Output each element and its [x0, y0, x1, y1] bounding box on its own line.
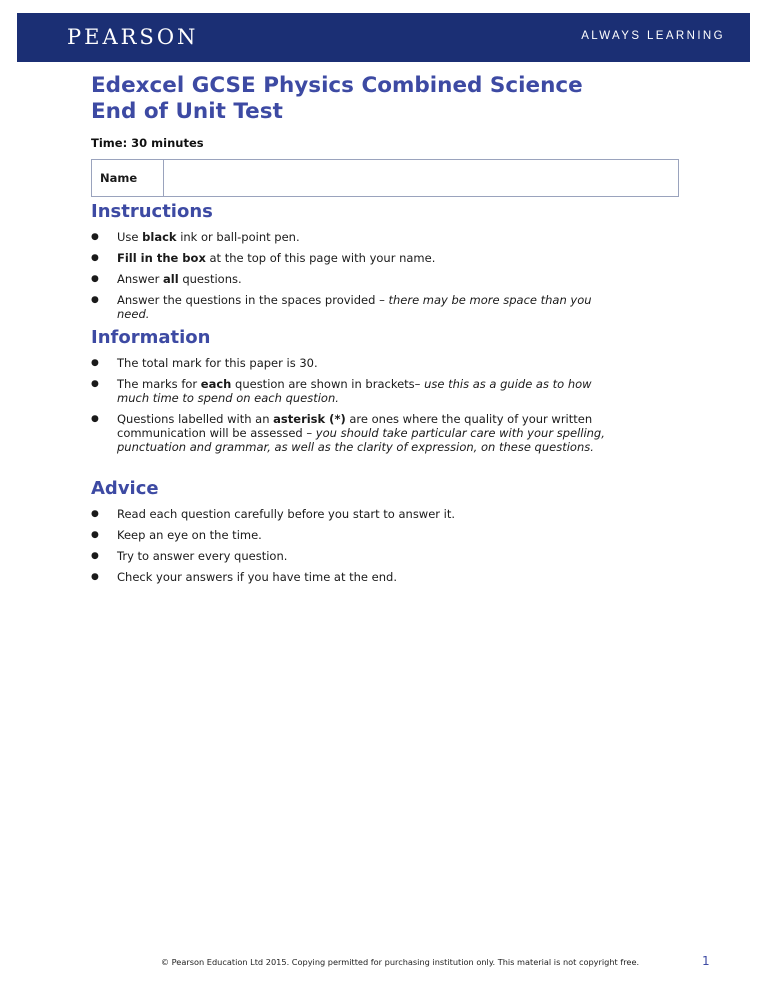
list-item: ● Answer all questions. [91, 272, 242, 286]
pearson-logo: PEARSON [67, 25, 199, 49]
list-item: ● Read each question carefully before you start to answer it. [91, 507, 456, 521]
advice-list [91, 507, 617, 584]
list-item: ● Use black ink or ball-point pen. [91, 230, 300, 244]
list-item: ● Answer the questions in the spaces provided – there may be more space than you need. [91, 293, 592, 321]
bullet-icon: ● [91, 358, 99, 368]
list-item: ● Keep an eye on the time. [91, 528, 262, 542]
page-number: 1 [702, 954, 710, 968]
information-section [91, 327, 617, 461]
title-line-1: Edexcel GCSE Physics Combined Science [91, 73, 583, 98]
list-item: ● Check your answers if you have time at the end. [91, 570, 397, 584]
bullet-icon: ● [91, 572, 99, 582]
bullet-icon: ● [91, 274, 99, 284]
instructions-section [91, 201, 617, 328]
bullet-icon: ● [91, 414, 99, 424]
name-field[interactable] [164, 160, 678, 196]
list-item: ● Try to answer every question. [91, 549, 288, 563]
name-box [91, 159, 679, 197]
list-item: ● Questions labelled with an asterisk (*) are ones where the quality of your written communication will be assessed – you should take particular care with your spelling, punctuation and grammar, as well as the clarity of expression, on these questions. [91, 412, 605, 454]
advice-heading: Advice [91, 478, 159, 499]
bullet-icon: ● [91, 379, 99, 389]
title-line-2: End of Unit Test [91, 99, 283, 124]
information-heading: Information [91, 327, 211, 348]
list-item: ● The total mark for this paper is 30. [91, 356, 318, 370]
bullet-icon: ● [91, 295, 99, 305]
list-item: ● Fill in the box at the top of this page with your name. [91, 251, 436, 265]
information-list [91, 356, 617, 454]
instructions-list [91, 230, 617, 321]
bullet-icon: ● [91, 530, 99, 540]
document-title [91, 73, 691, 125]
advice-section [91, 478, 617, 591]
time-allowed: Time: 30 minutes [91, 136, 204, 150]
bullet-icon: ● [91, 551, 99, 561]
footer-copyright: © Pearson Education Ltd 2015. Copying permitted for purchasing institution only. This material is not copyright free. [160, 957, 640, 967]
bullet-icon: ● [91, 253, 99, 263]
instructions-heading: Instructions [91, 201, 213, 222]
tagline: ALWAYS LEARNING [581, 30, 725, 42]
bullet-icon: ● [91, 509, 99, 519]
bullet-icon: ● [91, 232, 99, 242]
list-item: ● The marks for each question are shown in brackets– use this as a guide as to how much time to spend on each question. [91, 377, 592, 405]
title-block [91, 73, 691, 197]
header-bar [17, 13, 750, 62]
name-label: Name [92, 160, 164, 196]
